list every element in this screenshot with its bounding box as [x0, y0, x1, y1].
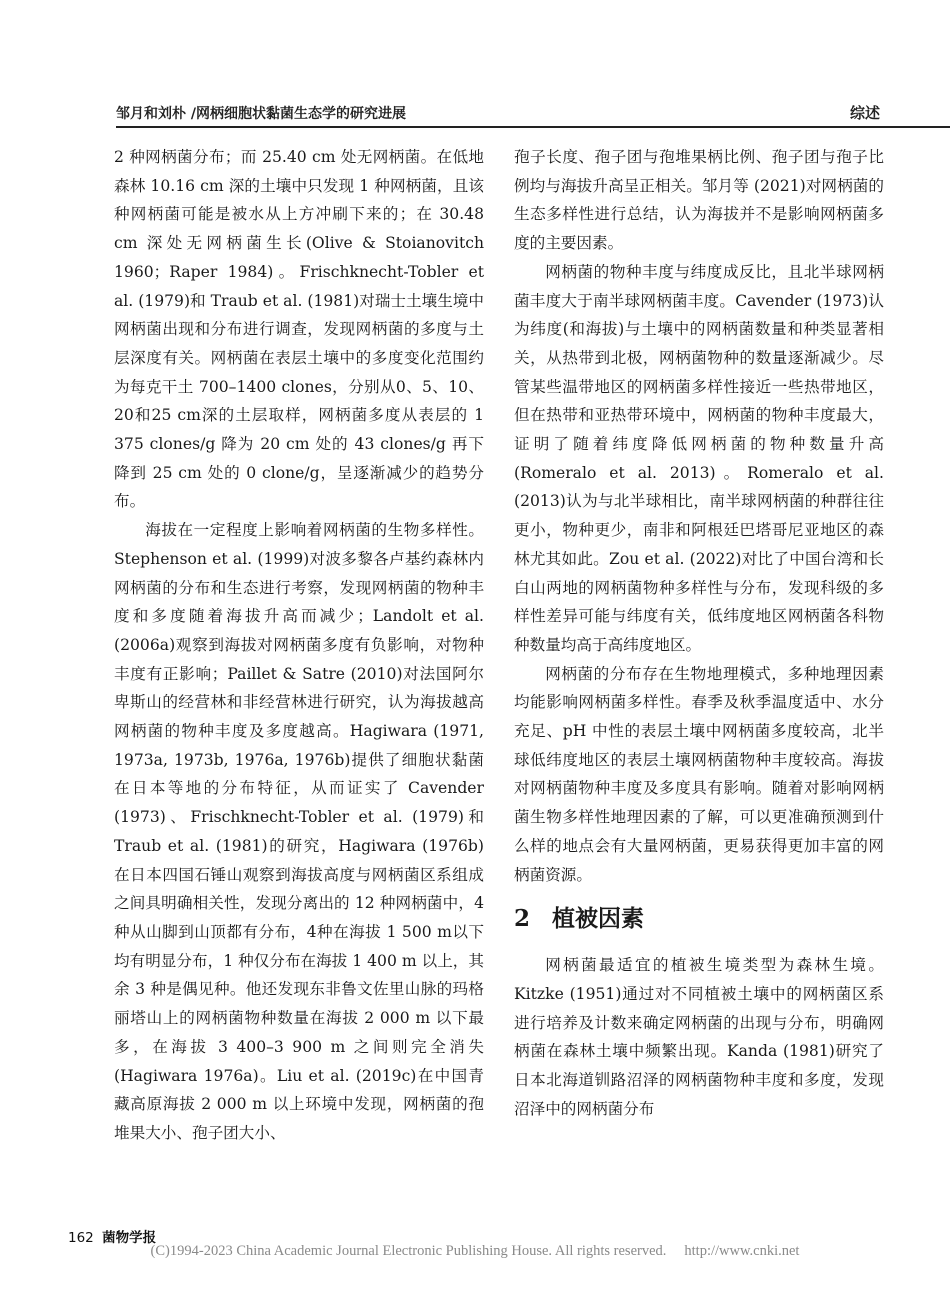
header-section-label: 综述 — [849, 104, 880, 122]
paragraph: 孢子长度、孢子团与孢堆果柄比例、孢子团与孢子比例均与海拔升高呈正相关。邹月等 (2021)对网柄菌的生态多样性进行总结，认为海拔并不是影响网柄菌多度的主要因素。 — [514, 148, 884, 253]
page-number: 162 — [68, 1230, 94, 1246]
copyright-text: (C)1994-2023 China Academic Journal Electronic Publishing House. All rights reserved. — [150, 1243, 667, 1259]
journal-name: 菌物学报 — [102, 1230, 157, 1246]
paragraph: 海拔在一定程度上影响着网柄菌的生物多样性。Stephenson et al. (1999)对波多黎各卢基约森林内网柄菌的分布和生态进行考察，发现网柄菌的物种丰度和多度随着海拔升高而减少；Landolt et al. (2006a)观察到海拔对网柄菌多度有负影响，对物种丰度有正影响；Paillet & Satre (2010)对法国阿尔卑斯山的经营林和非经营林进行研究，认为海拔越高网柄菌的物种丰度及多度越高。Hagiwara (1971, 1973a, 1973b, 1976a, 1976b)提供了细胞状黏菌在日本等地的分布特征，从而证实了 Cavender (1973)、Frischknecht-Tobler et al. (1979)和 Traub et al. (1981)的研究，Hagiwara (1976b)在日本四国石锤山观察到海拔高度与网柄菌区系组成之间具明确相关性，发现分离出的 12 种网柄菌中，4 种从山脚到山顶都有分布，4种在海拔 1 500 m以下均有明显分布，1 种仅分布在海拔 1 400 m 以上，其余 3 种是偶见种。他还发现东非鲁文佐里山脉的玛格丽塔山上的网柄菌物种数量在海拔 2 000 m 以下最多，在海拔 3 400–3 900 m 之间则完全消失(Hagiwara 1976a)。Liu et al. (2019c)在中国青藏高原海拔 2 000 m 以上环境中发现，网柄菌的孢堆果大小、孢子团大小、 — [114, 521, 484, 1142]
header-authors-title: 邹月和刘朴 /网柄细胞状黏菌生态学的研究进展 — [116, 106, 406, 122]
copyright-line — [0, 1243, 950, 1260]
left-column — [114, 143, 484, 1148]
running-header — [0, 96, 950, 130]
section-heading — [514, 899, 884, 939]
paragraph: 网柄菌最适宜的植被生境类型为森林生境。Kitzke (1951)通过对不同植被土壤中的网柄菌区系进行培养及计数来确定网柄菌的出现与分布，明确网柄菌在森林土壤中频繁出现。Kanda (1981)研究了日本北海道钏路沼泽的网柄菌物种丰度和多度，发现沼泽中的网柄菌分布 — [514, 956, 884, 1118]
paragraph: 2 种网柄菌分布；而 25.40 cm 处无网柄菌。在低地森林 10.16 cm 深的土壤中只发现 1 种网柄菌，且该种网柄菌可能是被水从上方冲刷下来的；在 30.48 cm 深处无网柄菌生长(Olive & Stoianovitch 1960；Raper 1984)。Frischknecht-Tobler et al. (1979)和 Traub et al. (1981)对瑞士土壤生境中网柄菌出现和分布进行调查，发现网柄菌的多度与土层深度有关。网柄菌在表层土壤中的多度变化范围约为每克干土 700–1400 clones，分别从0、5、10、20和25 cm深的土层取样，网柄菌多度从表层的 1 375 clones/g 降为 20 cm 处的 43 clones/g 再下降到 25 cm 处的 0 clone/g，呈逐渐减少的趋势分布。 — [114, 148, 484, 511]
copyright-url: http://www.cnki.net — [684, 1243, 800, 1259]
section-number: 2 — [514, 905, 531, 933]
paragraph: 网柄菌的分布存在生物地理模式，多种地理因素均能影响网柄菌多样性。春季及秋季温度适中、水分充足、pH 中性的表层土壤中网柄菌多度较高，北半球低纬度地区的表层土壤网柄菌物种丰度较高。海拔对网柄菌物种丰度及多度具有影响。随着对影响网柄菌生物多样性地理因素的了解，可以更准确预测到什么样的地点会有大量网柄菌，更易获得更加丰富的网柄菌资源。 — [514, 664, 884, 884]
paragraph: 网柄菌的物种丰度与纬度成反比，且北半球网柄菌丰度大于南半球网柄菌丰度。Cavender (1973)认为纬度(和海拔)与土壤中的网柄菌数量和种类显著相关，从热带到北极，网柄菌物种的数量逐渐减少。尽管某些温带地区的网柄菌多样性接近一些热带地区，但在热带和亚热带环境中，网柄菌的物种丰度最大，证明了随着纬度降低网柄菌的物种数量升高(Romeralo et al. 2013)。Romeralo et al. (2013)认为与北半球相比，南半球网柄菌的种群往往更小，物种更少，南非和阿根廷巴塔哥尼亚地区的森林尤其如此。Zou et al. (2022)对比了中国台湾和长白山两地的网柄菌物种多样性与分布，发现科级的多样性差异可能与纬度有关，低纬度地区网柄菌各科物种数量均高于高纬度地区。 — [514, 262, 884, 654]
header-rule — [116, 126, 950, 128]
right-column — [514, 143, 884, 1124]
section-title: 植被因素 — [552, 905, 645, 933]
